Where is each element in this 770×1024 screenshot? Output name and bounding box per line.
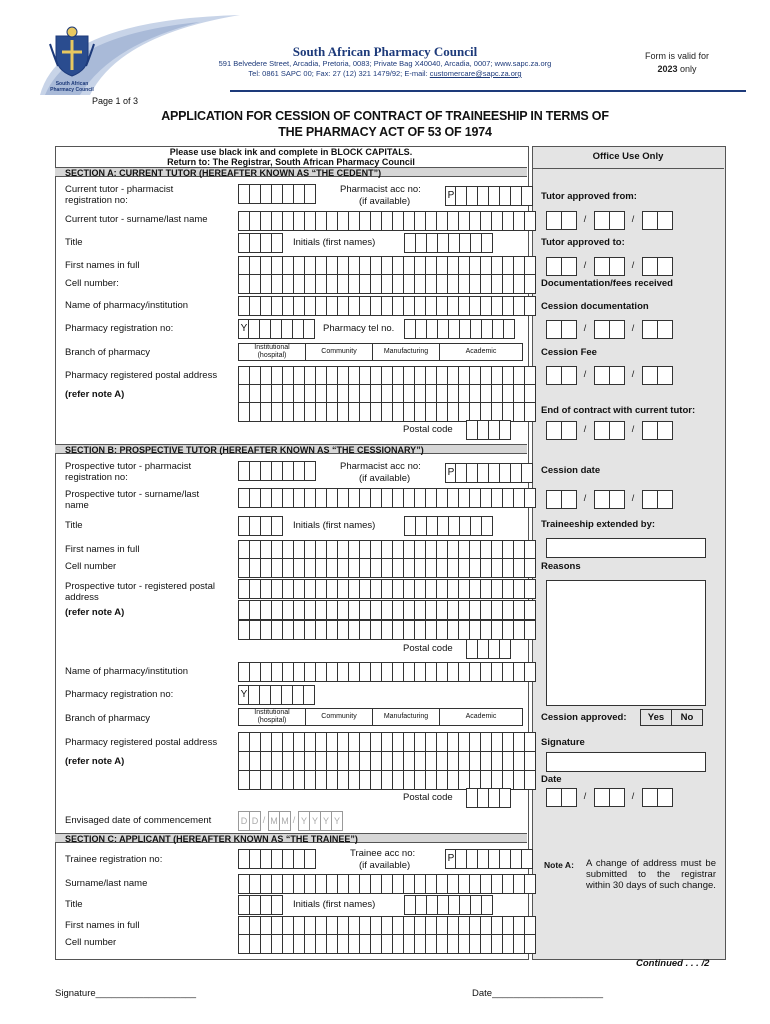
office-reasons-input[interactable] <box>546 580 706 706</box>
office-tutor-to-label: Tutor approved to: <box>541 237 625 248</box>
char-cell[interactable] <box>499 639 511 659</box>
c-reg-no-input[interactable] <box>238 849 315 869</box>
office-reasons-label: Reasons <box>541 561 581 572</box>
office-cession-date[interactable] <box>546 490 672 509</box>
date-cell[interactable] <box>561 421 577 440</box>
b-postal-code-label-2: Postal code <box>403 792 453 803</box>
date-separator: / <box>583 369 587 379</box>
office-approved-label: Cession approved: <box>541 712 627 723</box>
char-cell[interactable] <box>481 895 493 915</box>
char-cell[interactable] <box>481 516 493 536</box>
validity-year: 2023 <box>657 64 678 74</box>
date-cell[interactable] <box>546 421 562 440</box>
validity-line: Form is valid for <box>644 51 709 61</box>
a-reg-no-input[interactable] <box>238 184 315 204</box>
date-cell[interactable] <box>561 788 577 807</box>
a-postal-input-1[interactable] <box>238 366 535 386</box>
a-pharmacy-reg-label: Pharmacy registration no: <box>65 323 174 334</box>
char-cell[interactable] <box>503 319 515 339</box>
c-title-label: Title <box>65 899 83 910</box>
a-postal-code-input[interactable] <box>466 420 510 440</box>
char-cell[interactable] <box>524 916 536 936</box>
date-cell[interactable] <box>561 320 577 339</box>
date-cell[interactable] <box>594 211 610 230</box>
office-date-label: Date <box>541 774 562 785</box>
c-acc-no-input[interactable] <box>455 849 532 869</box>
char-cell[interactable] <box>524 558 536 578</box>
b-first-names-input-1[interactable] <box>238 540 535 560</box>
char-cell[interactable] <box>304 184 316 204</box>
b-branch-label: Branch of pharmacy <box>65 713 151 724</box>
a-first-names-label: First names in full <box>65 260 140 271</box>
date-cell[interactable] <box>594 320 610 339</box>
b-postal-code-input[interactable] <box>466 639 510 659</box>
date-separator: / <box>631 791 635 801</box>
b-first-names-input-2[interactable] <box>238 558 535 578</box>
date-cell[interactable] <box>594 366 610 385</box>
office-tutor-from-date[interactable] <box>546 211 672 230</box>
b-reg-prefix: Y <box>238 685 250 705</box>
date-cell[interactable] <box>609 366 625 385</box>
header-rule <box>230 90 746 92</box>
char-cell[interactable] <box>481 233 493 253</box>
date-cell[interactable] <box>594 421 610 440</box>
char-cell[interactable] <box>499 420 511 440</box>
office-cession-doc-label: Cession documentation <box>541 301 649 312</box>
b-postal-input-2[interactable] <box>238 600 535 620</box>
b-pharm-postal-input-3[interactable] <box>238 770 535 790</box>
a-surname-input[interactable] <box>238 211 535 231</box>
c-cell-label: Cell number <box>65 937 117 948</box>
b-initials-label: Initials (first names) <box>293 520 376 531</box>
c-surname-label: Surname/last name <box>65 878 148 889</box>
a-first-names-input-1[interactable] <box>238 256 535 276</box>
date-cell[interactable] <box>594 788 610 807</box>
b-postal-code-label: Postal code <box>403 643 453 654</box>
section-b-heading: SECTION B: PROSPECTIVE TUTOR (HEREAFTER KNOWN AS “THE CESSIONARY”) <box>55 444 527 454</box>
commence-d1: D <box>238 811 250 831</box>
c-acc-no-label: Trainee acc no: <box>350 848 416 859</box>
date-separator: / <box>583 214 587 224</box>
b-note-ref: (refer note A) <box>65 607 125 618</box>
char-cell[interactable] <box>524 874 536 894</box>
b-pharmacy-name-label: Name of pharmacy/institution <box>65 666 189 677</box>
date-cell[interactable] <box>561 211 577 230</box>
char-cell[interactable] <box>524 384 536 404</box>
char-cell[interactable] <box>524 402 536 422</box>
a-branch-label: Branch of pharmacy <box>65 347 151 358</box>
date-cell[interactable] <box>657 257 673 276</box>
c-title-input[interactable] <box>238 895 282 915</box>
note-a-label: Note A: <box>544 860 574 870</box>
footer-signature: Signature___________________ <box>55 988 197 999</box>
commence-y1: Y <box>298 811 310 831</box>
office-cession-date-label: Cession date <box>541 465 601 476</box>
branch-inst-line1: Institutional <box>254 344 290 351</box>
office-end-contract-date[interactable] <box>546 421 672 440</box>
a-note-ref: (refer note A) <box>65 389 125 400</box>
office-extended-input[interactable] <box>546 538 706 558</box>
b-first-names-label: First names in full <box>65 544 140 555</box>
char-cell[interactable] <box>524 579 536 599</box>
date-separator: / <box>583 260 587 270</box>
date-cell[interactable] <box>546 211 562 230</box>
office-cession-doc-date[interactable] <box>546 320 672 339</box>
date-cell[interactable] <box>657 366 673 385</box>
continued-label: Continued . . . /2 <box>636 958 710 969</box>
b-cell-label: Cell number <box>65 561 117 572</box>
char-cell[interactable] <box>524 488 536 508</box>
c-reg-no-label: Trainee registration no: <box>65 854 163 865</box>
char-cell[interactable] <box>271 516 283 536</box>
b-initials-input[interactable] <box>404 516 492 536</box>
char-cell[interactable] <box>524 256 536 276</box>
footer-date: Date_____________________ <box>472 988 604 999</box>
c-initials-label: Initials (first names) <box>293 899 376 910</box>
address-line-1: 591 Belvedere Street, Arcadia, Pretoria, 0083; Private Bag X40040, Arcadia, 0007; www.sapc.za.org <box>218 59 552 68</box>
c-surname-input[interactable] <box>238 874 535 894</box>
note-a-text: A change of address must be submitted to the registrar within 30 days of such change. <box>586 858 716 891</box>
date-cell[interactable] <box>609 788 625 807</box>
char-cell[interactable] <box>524 770 536 790</box>
char-cell[interactable] <box>304 849 316 869</box>
b-branch-institutional[interactable] <box>238 708 306 726</box>
date-separator: / <box>631 369 635 379</box>
b-branch-academic[interactable]: Academic <box>439 708 523 726</box>
char-cell[interactable] <box>304 461 316 481</box>
char-cell[interactable] <box>521 849 533 869</box>
a-first-names-input-2[interactable] <box>238 274 535 294</box>
date-separator: / <box>583 493 587 503</box>
a-title-label: Title <box>65 237 83 248</box>
a-postal-label: Pharmacy registered postal address <box>65 370 218 381</box>
a-acc-no-input[interactable] <box>455 186 532 206</box>
date-cell[interactable] <box>561 490 577 509</box>
office-extended-label: Traineeship extended by: <box>541 519 656 530</box>
office-end-contract-label: End of contract with current tutor: <box>541 405 696 416</box>
validity-note <box>628 50 726 76</box>
c-acc-avail-label: (if available) <box>359 860 411 871</box>
char-cell[interactable] <box>499 788 511 808</box>
date-cell[interactable] <box>657 211 673 230</box>
office-signature-label: Signature <box>541 737 585 748</box>
date-cell[interactable] <box>546 490 562 509</box>
a-tel-label: Pharmacy tel no. <box>323 323 395 334</box>
b-reg-no-input[interactable] <box>238 461 315 481</box>
b-pharmacy-reg-input[interactable] <box>248 685 314 705</box>
date-separator: / <box>583 791 587 801</box>
b-title-input[interactable] <box>238 516 282 536</box>
council-name: South African Pharmacy Council <box>292 44 478 59</box>
office-tutor-to-date[interactable] <box>546 257 672 276</box>
b-branch-options <box>238 708 522 726</box>
char-cell[interactable] <box>524 366 536 386</box>
b-pharm-postal-input-1[interactable] <box>238 732 535 752</box>
b-acc-prefix: P <box>445 463 457 483</box>
date-cell[interactable] <box>546 366 562 385</box>
char-cell[interactable] <box>524 620 536 640</box>
date-cell[interactable] <box>642 211 658 230</box>
branch-community[interactable]: Community <box>305 343 373 361</box>
branch-manufacturing[interactable]: Manufacturing <box>372 343 440 361</box>
a-pharmacy-reg-input[interactable] <box>248 319 314 339</box>
form-title-line-2: THE PHARMACY ACT OF 53 OF 1974 <box>278 125 492 139</box>
logo-text-2: Pharmacy Council <box>50 87 94 93</box>
a-branch-options <box>238 343 522 361</box>
approved-no[interactable]: No <box>671 709 703 726</box>
date-separator: / <box>583 323 587 333</box>
page-number: Page 1 of 3 <box>92 96 139 106</box>
contact-details: Tel: 0861 SAPC 00; Fax: 27 (12) 321 1479/92; E-mail: <box>248 69 430 78</box>
branch-inst-line2: (hospital) <box>257 352 287 359</box>
char-cell[interactable] <box>524 934 536 954</box>
date-cell[interactable] <box>642 366 658 385</box>
b-note-ref-2: (refer note A) <box>65 756 125 767</box>
b-pharm-postal-input-2[interactable] <box>238 751 535 771</box>
commence-y2: Y <box>309 811 321 831</box>
b-postal-code-input-2[interactable] <box>466 788 510 808</box>
b-commencement-input[interactable] <box>238 811 342 831</box>
office-signature-input[interactable] <box>546 752 706 772</box>
commence-d2: D <box>249 811 261 831</box>
char-cell[interactable] <box>524 274 536 294</box>
char-cell[interactable] <box>524 751 536 771</box>
date-cell[interactable] <box>657 490 673 509</box>
b-branch-inst-line1: Institutional <box>254 709 290 716</box>
date-cell[interactable] <box>609 421 625 440</box>
date-cell[interactable] <box>642 490 658 509</box>
date-separator: / <box>631 323 635 333</box>
a-initials-label: Initials (first names) <box>293 237 376 248</box>
b-commencement-label: Envisaged date of commencement <box>65 815 212 826</box>
char-cell[interactable] <box>521 186 533 206</box>
b-reg-no-label: Prospective tutor - pharmacist registration no: <box>65 461 192 483</box>
a-acc-avail-label: (if available) <box>359 196 411 207</box>
date-separator: / <box>631 214 635 224</box>
char-cell[interactable] <box>524 732 536 752</box>
a-reg-prefix: Y <box>238 319 250 339</box>
date-cell[interactable] <box>609 211 625 230</box>
date-cell[interactable] <box>642 257 658 276</box>
c-first-names-input-1[interactable] <box>238 916 535 936</box>
b-title-label: Title <box>65 520 83 531</box>
office-date[interactable] <box>546 788 672 807</box>
date-cell[interactable] <box>546 257 562 276</box>
b-postal-input-3[interactable] <box>238 620 535 640</box>
section-c-heading: SECTION C: APPLICANT (HEREAFTER KNOWN AS “THE TRAINEE”) <box>55 833 527 843</box>
validity-suffix: only <box>677 64 697 74</box>
b-pharmacy-name-input[interactable] <box>238 662 535 682</box>
commence-sep1: / <box>262 815 266 825</box>
date-separator: / <box>583 424 587 434</box>
commence-y4: Y <box>331 811 343 831</box>
form-title-line-1: APPLICATION FOR CESSION OF CONTRACT OF TRAINEESHIP IN TERMS OF <box>161 109 609 123</box>
a-initials-input[interactable] <box>404 233 492 253</box>
char-cell[interactable] <box>524 211 536 231</box>
char-cell[interactable] <box>303 319 315 339</box>
office-cession-fee-label: Cession Fee <box>541 347 597 358</box>
office-use-heading: Office Use Only <box>532 146 724 169</box>
b-branch-manufacturing[interactable]: Manufacturing <box>372 708 440 726</box>
date-cell[interactable] <box>546 788 562 807</box>
c-acc-prefix: P <box>445 849 457 869</box>
char-cell[interactable] <box>271 233 283 253</box>
b-postal-addr-label: Prospective tutor - registered postal address <box>65 581 215 603</box>
c-first-names-input-2[interactable] <box>238 934 535 954</box>
date-cell[interactable] <box>642 320 658 339</box>
char-cell[interactable] <box>524 540 536 560</box>
branch-institutional[interactable] <box>238 343 306 361</box>
b-surname-label: Prospective tutor - surname/last name <box>65 489 200 511</box>
b-acc-no-label: Pharmacist acc no: <box>340 461 421 472</box>
a-postal-input-3[interactable] <box>238 402 535 422</box>
a-acc-prefix: P <box>445 186 457 206</box>
char-cell[interactable] <box>524 662 536 682</box>
date-cell[interactable] <box>609 257 625 276</box>
email-link[interactable]: customercare@sapc.za.org <box>429 69 522 78</box>
date-cell[interactable] <box>561 257 577 276</box>
office-tutor-from-label: Tutor approved from: <box>541 191 637 202</box>
char-cell[interactable] <box>524 600 536 620</box>
commence-m2: M <box>279 811 291 831</box>
b-postal-label: Pharmacy registered postal address <box>65 737 218 748</box>
a-postal-input-2[interactable] <box>238 384 535 404</box>
date-separator: / <box>631 260 635 270</box>
a-postal-code-label: Postal code <box>403 424 453 435</box>
commence-y3: Y <box>320 811 332 831</box>
date-cell[interactable] <box>561 366 577 385</box>
a-pharmacy-name-input[interactable] <box>238 296 535 316</box>
date-cell[interactable] <box>642 421 658 440</box>
b-branch-community[interactable]: Community <box>305 708 373 726</box>
a-cell-label: Cell number: <box>65 278 119 289</box>
approved-yes[interactable]: Yes <box>640 709 672 726</box>
b-acc-avail-label: (if available) <box>359 473 411 484</box>
section-a-heading: SECTION A: CURRENT TUTOR (HEREAFTER KNOWN AS “THE CEDENT”) <box>55 167 527 177</box>
b-pharmacy-reg-label: Pharmacy registration no: <box>65 689 174 700</box>
branch-academic[interactable]: Academic <box>439 343 523 361</box>
char-cell[interactable] <box>303 685 315 705</box>
commence-sep2: / <box>292 815 296 825</box>
office-approved-options <box>640 709 702 726</box>
commence-m1: M <box>268 811 280 831</box>
a-tel-input[interactable] <box>404 319 514 339</box>
date-cell[interactable] <box>609 490 625 509</box>
a-reg-no-label: Current tutor - pharmacist registration no: <box>65 184 174 206</box>
date-cell[interactable] <box>594 490 610 509</box>
b-branch-inst-line2: (hospital) <box>257 717 287 724</box>
date-cell[interactable] <box>657 421 673 440</box>
office-cession-fee-date[interactable] <box>546 366 672 385</box>
b-surname-input[interactable] <box>238 488 535 508</box>
office-docs-label: Documentation/fees received <box>541 278 673 289</box>
date-cell[interactable] <box>546 320 562 339</box>
a-pharmacy-name-label: Name of pharmacy/institution <box>65 300 189 311</box>
date-cell[interactable] <box>609 320 625 339</box>
date-cell[interactable] <box>657 320 673 339</box>
b-acc-no-input[interactable] <box>455 463 532 483</box>
c-initials-input[interactable] <box>404 895 492 915</box>
a-surname-label: Current tutor - surname/last name <box>65 214 208 225</box>
c-first-names-label: First names in full <box>65 920 140 931</box>
date-cell[interactable] <box>594 257 610 276</box>
instructions-line-2: Return to: The Registrar, South African Pharmacy Council <box>167 157 415 167</box>
a-title-input[interactable] <box>238 233 282 253</box>
date-separator: / <box>631 424 635 434</box>
date-separator: / <box>631 493 635 503</box>
char-cell[interactable] <box>524 296 536 316</box>
logo-text-1: South African <box>55 81 89 87</box>
a-acc-no-label: Pharmacist acc no: <box>340 184 421 195</box>
date-cell[interactable] <box>657 788 673 807</box>
instructions-line-1: Please use black ink and complete in BLOCK CAPITALS. <box>169 147 413 157</box>
char-cell[interactable] <box>271 895 283 915</box>
date-cell[interactable] <box>642 788 658 807</box>
char-cell[interactable] <box>521 463 533 483</box>
b-postal-input-1[interactable] <box>238 579 535 599</box>
